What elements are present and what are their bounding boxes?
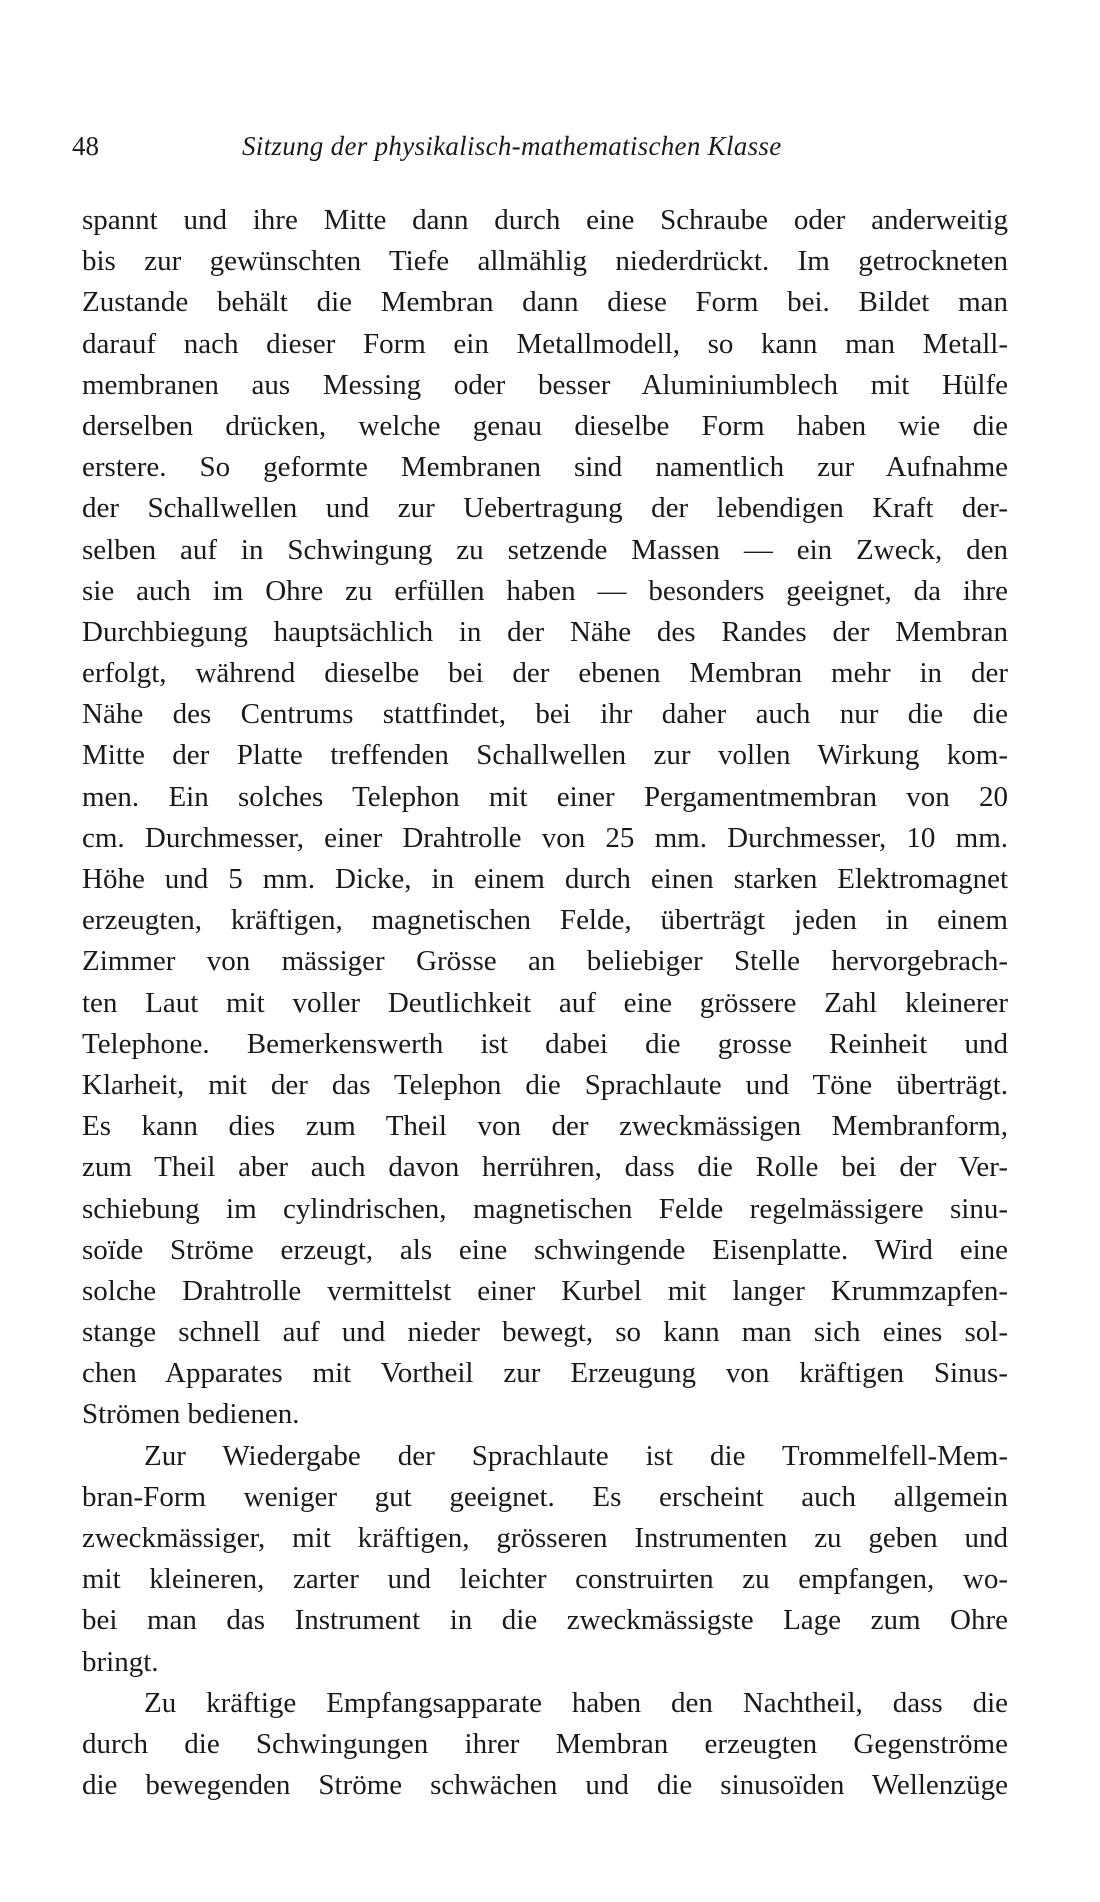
text-line: derselben drücken, welche genau dieselbe Form haben wie die xyxy=(82,409,1008,442)
text-line: durch die Schwingungen ihrer Membran erzeugten Gegenströme xyxy=(82,1727,1008,1760)
text-line: Zimmer von mässiger Grösse an beliebiger Stelle hervorgebrach- xyxy=(82,945,1008,978)
text-line: selben auf in Schwingung zu setzende Massen — ein Zweck, den xyxy=(82,533,1008,566)
text-line: Mitte der Platte treffenden Schallwellen zur vollen Wirkung kom- xyxy=(82,739,1008,772)
text-line: Höhe und 5 mm. Dicke, in einem durch einen starken Elektromagnet xyxy=(82,863,1008,895)
text-line: zweckmässiger, mit kräftigen, grösseren Instrumenten zu geben und xyxy=(82,1522,1008,1554)
text-line: membranen aus Messing oder besser Aluminiumblech mit Hülfe xyxy=(82,368,1008,401)
text-line: spannt und ihre Mitte dann durch eine Schraube oder anderweitig xyxy=(82,204,1008,236)
running-header xyxy=(72,126,914,166)
text-line: mit kleineren, zarter und leichter construirten zu empfangen, wo- xyxy=(82,1563,1008,1596)
text-line: Strömen bedienen. xyxy=(82,1398,300,1431)
text-line: schiebung im cylindrischen, magnetischen Felde regelmässigere sinu- xyxy=(82,1192,1008,1225)
text-line: zum Theil aber auch davon herrühren, dass die Rolle bei der Ver- xyxy=(82,1151,1008,1184)
text-line: erfolgt, während dieselbe bei der ebenen Membran mehr in der xyxy=(82,657,1008,690)
text-line: stange schnell auf und nieder bewegt, so kann man sich eines sol- xyxy=(82,1316,1008,1349)
text-line: men. Ein solches Telephon mit einer Pergamentmembran von 20 xyxy=(82,780,1008,813)
text-line: Zu kräftige Empfangsapparate haben den Nachtheil, dass die xyxy=(144,1686,1008,1719)
text-line: Durchbiegung hauptsächlich in der Nähe des Randes der Membran xyxy=(82,615,1008,648)
text-line: bringt. xyxy=(82,1645,159,1678)
text-line: der Schallwellen und zur Uebertragung der lebendigen Kraft der- xyxy=(82,492,1008,525)
text-line: erstere. So geformte Membranen sind namentlich zur Aufnahme xyxy=(82,451,1008,484)
page-number: 48 xyxy=(72,131,99,161)
text-line: die bewegenden Ströme schwächen und die sinusoïden Wellenzüge xyxy=(82,1769,1008,1802)
text-line: soïde Ströme erzeugt, als eine schwingende Eisenplatte. Wird eine xyxy=(82,1233,1008,1266)
text-line: cm. Durchmesser, einer Drahtrolle von 25 mm. Durchmesser, 10 mm. xyxy=(82,821,1008,854)
text-line: ten Laut mit voller Deutlichkeit auf eine grössere Zahl kleinerer xyxy=(82,986,1008,1019)
paragraph xyxy=(82,200,1008,1436)
text-line: solche Drahtrolle vermittelst einer Kurbel mit langer Krummzapfen- xyxy=(82,1274,1008,1307)
paragraph xyxy=(82,1683,1008,1807)
text-line: erzeugten, kräftigen, magnetischen Felde, überträgt jeden in einem xyxy=(82,904,1008,937)
text-line: Klarheit, mit der das Telephon die Sprachlaute und Töne überträgt. xyxy=(82,1068,1008,1101)
text-line: bis zur gewünschten Tiefe allmählig niederdrückt. Im getrockneten xyxy=(82,245,1008,278)
header-title: Sitzung der physikalisch-mathematischen Klasse xyxy=(242,131,782,161)
text-line: bei man das Instrument in die zweckmässigste Lage zum Ohre xyxy=(82,1604,1008,1637)
text-line: sie auch im Ohre zu erfüllen haben — besonders geeignet, da ihre xyxy=(82,574,1008,607)
text-line: Nähe des Centrums stattfindet, bei ihr daher auch nur die die xyxy=(82,698,1008,731)
text-line: Zur Wiedergabe der Sprachlaute ist die Trommelfell-Mem- xyxy=(144,1439,1008,1472)
text-line: Telephone. Bemerkenswerth ist dabei die grosse Reinheit und xyxy=(82,1027,1008,1060)
text-line: Es kann dies zum Theil von der zweckmässigen Membranform, xyxy=(82,1110,1008,1143)
body-text xyxy=(82,200,1008,1806)
text-line: bran-Form weniger gut geeignet. Es erscheint auch allgemein xyxy=(82,1480,1008,1513)
text-line: Zustande behält die Membran dann diese Form bei. Bildet man xyxy=(82,286,1008,319)
text-line: chen Apparates mit Vortheil zur Erzeugung von kräftigen Sinus- xyxy=(82,1357,1008,1390)
text-line: darauf nach dieser Form ein Metallmodell, so kann man Metall- xyxy=(82,327,1008,360)
paragraph xyxy=(82,1436,1008,1683)
